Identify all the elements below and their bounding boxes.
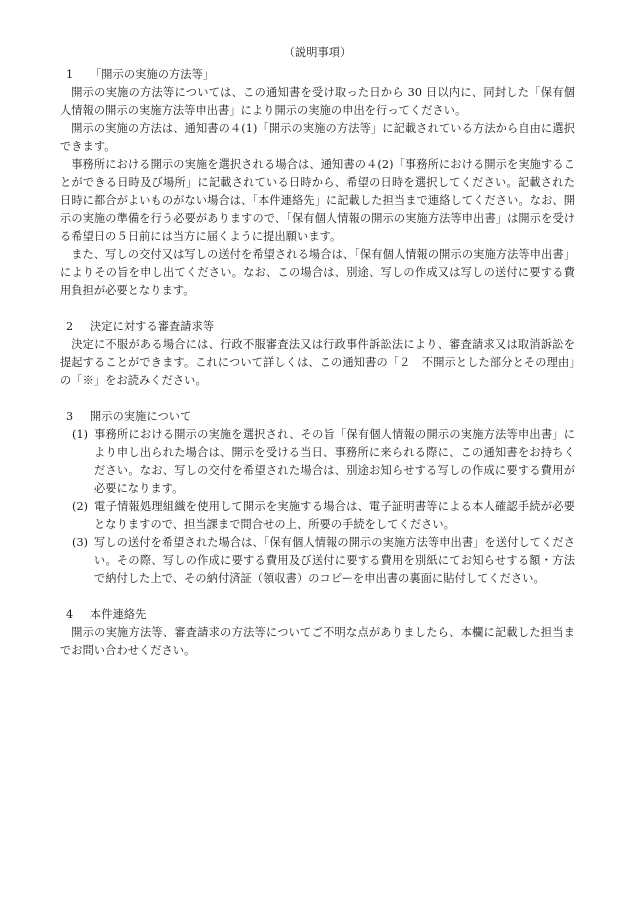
paragraph: 開示の実施方法等、審査請求の方法等についてご不明な点がありましたら、本欄に記載した担当までお問い合わせください。: [60, 626, 575, 657]
item-number: (2): [72, 500, 89, 513]
item-text: 写しの送付を希望された場合は、「保有個人情報の開示の実施方法等申出書」を送付してください。その際、写しの作成に要する費用及び送付に要する費用を別紙にてお知らせする額・方法で納付した上で、その納付済証（領収書）のコピーを申出書の裏面に貼付してください。: [94, 536, 575, 585]
section-heading: [60, 606, 575, 624]
document-title: （説明事項）: [283, 46, 352, 59]
paragraph: また、写しの交付又は写しの送付を希望される場合は、「保有個人情報の開示の実施方法等申出書」によりその旨を申し出てください。なお、この場合は、別途、写しの作成又は写しの送付に要する費用負担が必要となります。: [60, 248, 575, 297]
section-disclosure-method: [60, 66, 575, 300]
paragraph: 事務所における開示の実施を選択される場合は、通知書の４(2)「事務所における開示を実施することができる日時及び場所」に記載されている日時から、希望の日時を選択してください。記載された日時に都合がよいものがない場合は、「本件連絡先」に記載した担当まで連絡してください。なお、開示の実施の準備を行う必要がありますので、「保有個人情報の開示の実施方法等申出書」は開示を受ける希望日の５日前には当方に届くように提出願います。: [60, 158, 575, 243]
document-page: [60, 44, 575, 678]
item-list: [60, 426, 575, 588]
section-number: 4: [66, 608, 74, 621]
list-item: [60, 426, 575, 498]
item-text: 電子情報処理組織を使用して開示を実施する場合は、電子証明書等による本人確認手続が必要となりますので、担当課まで問合せの上、所要の手続をしてください。: [94, 500, 575, 531]
section-number: 1: [66, 68, 74, 81]
item-number: (1): [72, 428, 89, 441]
paragraph: 決定に不服がある場合には、行政不服審査法又は行政事件訴訟法により、審査請求又は取消訴訟を提起することができます。これについて詳しくは、この通知書の「２ 不開示とした部分とその理由」の「※」をお読みください。: [60, 338, 575, 387]
item-number: (3): [72, 536, 89, 549]
section-title: 開示の実施について: [90, 410, 192, 423]
section-heading: [60, 318, 575, 336]
section-number: 3: [66, 410, 74, 423]
section-heading: [60, 66, 575, 84]
section-heading: [60, 408, 575, 426]
paragraph: 開示の実施の方法等については、この通知書を受け取った日から 30 日以内に、同封した「保有個人情報の開示の実施方法等申出書」により開示の実施の申出を行ってください。: [60, 86, 575, 117]
list-item: [60, 498, 575, 534]
section-title: 決定に対する審査請求等: [90, 320, 215, 333]
paragraph: 開示の実施の方法は、通知書の４(1)「開示の実施の方法等」に記載されている方法から自由に選択できます。: [60, 122, 575, 153]
section-number: 2: [66, 320, 74, 333]
section-disclosure-implementation: [60, 408, 575, 588]
section-title: 本件連絡先: [90, 608, 147, 621]
section-contact: [60, 606, 575, 660]
section-appeal: [60, 318, 575, 390]
section-title: 「開示の実施の方法等」: [90, 68, 215, 81]
item-text: 事務所における開示の実施を選択され、その旨「保有個人情報の開示の実施方法等申出書」により申し出られた場合は、開示を受ける当日、事務所に来られる際に、この通知書をお持ちください。なお、写しの交付を希望された場合は、別途お知らせする写しの作成に要する費用が必要になります。: [94, 428, 575, 495]
list-item: [60, 534, 575, 588]
